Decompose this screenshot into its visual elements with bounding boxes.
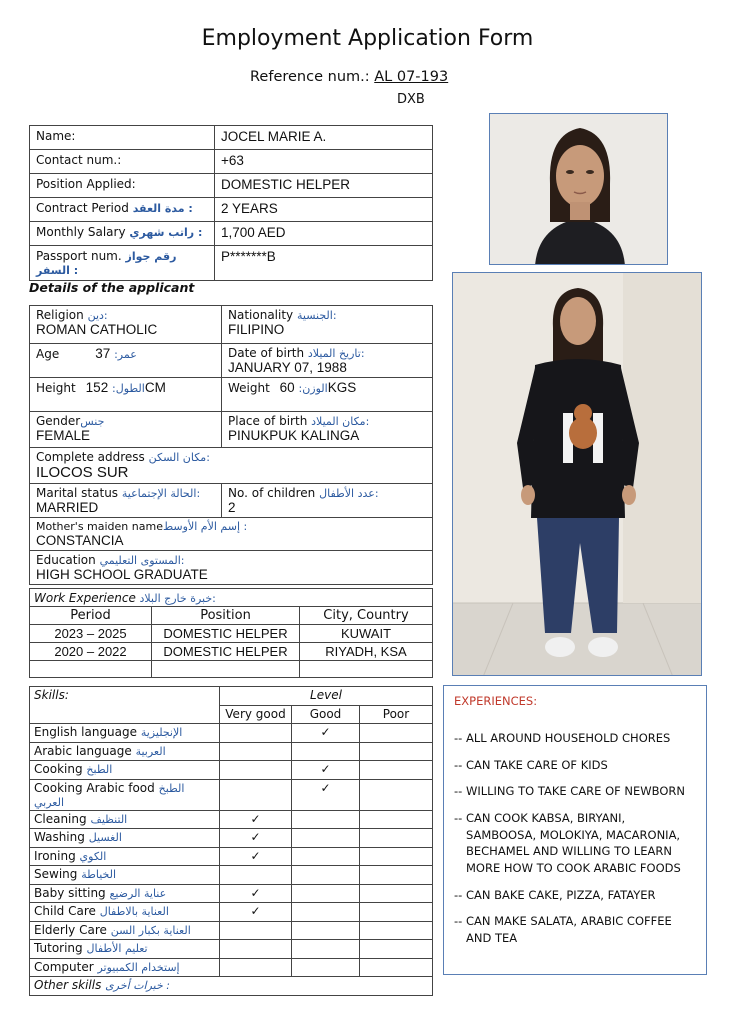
field-label: Monthly Salary bbox=[36, 225, 126, 239]
mother-arabic: إسم الأم الأوسط : bbox=[162, 520, 248, 533]
work-heading-cell bbox=[30, 589, 433, 607]
skill-level-cell bbox=[220, 958, 292, 977]
field-label: Contact num.: bbox=[36, 153, 122, 167]
portrait-image bbox=[490, 114, 668, 265]
skill-level-cell bbox=[360, 810, 433, 829]
personal-label bbox=[30, 222, 215, 246]
skill-name: Cooking Arabic food bbox=[34, 780, 155, 795]
table-row bbox=[30, 810, 433, 829]
check-icon: ✓ bbox=[250, 811, 261, 826]
check-icon: ✓ bbox=[320, 762, 331, 776]
height-cell bbox=[30, 378, 222, 412]
education-arabic: المستوى التعليمي: bbox=[99, 554, 185, 567]
check-icon: ✓ bbox=[250, 885, 261, 900]
skill-name-cell bbox=[30, 779, 220, 810]
personal-label bbox=[30, 246, 215, 281]
work-country: KUWAIT bbox=[300, 625, 433, 643]
experiences-title: EXPERIENCES: bbox=[454, 694, 538, 708]
skills-table bbox=[29, 686, 433, 996]
full-body-image bbox=[453, 273, 702, 676]
skill-level-cell bbox=[292, 884, 360, 903]
full-body-photo bbox=[452, 272, 702, 676]
mother-value: CONSTANCIA bbox=[36, 533, 124, 548]
skill-level-cell bbox=[292, 866, 360, 885]
personal-label bbox=[30, 150, 215, 174]
address-cell bbox=[30, 448, 433, 484]
work-position: DOMESTIC HELPER bbox=[152, 643, 300, 661]
table-row bbox=[30, 150, 433, 174]
mother-cell bbox=[30, 518, 433, 551]
skill-level-cell bbox=[220, 742, 292, 761]
skill-level-cell bbox=[360, 724, 433, 743]
skill-level-cell bbox=[292, 724, 360, 743]
table-row bbox=[30, 198, 433, 222]
skill-name: Washing bbox=[34, 830, 85, 844]
personal-value: P*******B bbox=[215, 246, 433, 281]
level-poor: Poor bbox=[360, 705, 433, 724]
table-row bbox=[30, 829, 433, 848]
skill-level-cell bbox=[220, 810, 292, 829]
skill-name-cell bbox=[30, 724, 220, 743]
age-value: 37 bbox=[95, 346, 111, 361]
skill-name-cell bbox=[30, 742, 220, 761]
other-skills bbox=[30, 977, 433, 996]
work-experience-table bbox=[29, 588, 433, 678]
work-col-country: City, Country bbox=[300, 607, 433, 625]
nationality-arabic: الجنسية: bbox=[296, 309, 337, 322]
skill-level-cell bbox=[360, 847, 433, 866]
weight-arabic: الوزن: bbox=[298, 382, 328, 395]
skill-arabic: العناية بكبار السن bbox=[110, 923, 191, 937]
table-row bbox=[30, 625, 433, 643]
table-row bbox=[30, 742, 433, 761]
table-row bbox=[30, 958, 433, 977]
check-icon: ✓ bbox=[250, 904, 261, 918]
table-row bbox=[30, 921, 433, 940]
personal-label bbox=[30, 126, 215, 150]
work-heading: Work Experience bbox=[34, 591, 136, 605]
table-row bbox=[30, 761, 433, 780]
height-label: Height bbox=[36, 381, 76, 395]
skill-name-cell bbox=[30, 958, 220, 977]
skill-arabic: الكوي bbox=[79, 849, 107, 863]
skill-arabic: الإنجليزية bbox=[140, 726, 183, 739]
pob-arabic: مكان الميلاد: bbox=[311, 415, 370, 428]
skill-level-cell bbox=[220, 903, 292, 922]
children-arabic: عدد الأطفال: bbox=[319, 487, 379, 500]
gender-value: FEMALE bbox=[36, 428, 91, 443]
check-icon: ✓ bbox=[250, 830, 261, 844]
skill-level-cell bbox=[220, 921, 292, 940]
table-row bbox=[30, 174, 433, 198]
marital-arabic: الحالة الإجتماعية: bbox=[121, 487, 201, 500]
education-value: HIGH SCHOOL GRADUATE bbox=[36, 567, 208, 582]
skill-level-cell bbox=[220, 779, 292, 810]
skill-level-cell bbox=[220, 829, 292, 848]
work-col-position: Position bbox=[152, 607, 300, 625]
marital-cell bbox=[30, 484, 222, 518]
table-row bbox=[30, 126, 433, 150]
age-cell bbox=[30, 344, 222, 378]
children-label: No. of children bbox=[228, 486, 316, 500]
skill-level-cell bbox=[360, 761, 433, 780]
personal-value: JOCEL MARIE A. bbox=[215, 126, 433, 150]
skill-level-cell bbox=[292, 847, 360, 866]
experiences-list bbox=[454, 730, 696, 947]
skill-name-cell bbox=[30, 940, 220, 959]
field-label: Name: bbox=[36, 129, 76, 143]
weight-value: 60KGS bbox=[279, 380, 357, 395]
other-skills-arabic: خبرات أخرى : bbox=[105, 979, 171, 992]
work-position: DOMESTIC HELPER bbox=[152, 625, 300, 643]
field-arabic: رقم جواز السفر : bbox=[36, 250, 177, 277]
applicant-details-table bbox=[29, 305, 433, 585]
skill-name: Arabic language bbox=[34, 743, 132, 758]
skill-level-cell bbox=[292, 810, 360, 829]
pob-cell bbox=[222, 412, 433, 448]
dob-label: Date of birth bbox=[228, 346, 305, 360]
list-item: -- CAN COOK KABSA, BIRYANI, SAMBOOSA, MOLOKIYA, MACARONIA, BECHAMEL AND WILLING TO LEARN MORE HOW TO COOK ARABIC FOODS bbox=[454, 811, 681, 876]
personal-value: +63 bbox=[215, 150, 433, 174]
level-very-good: Very good bbox=[220, 705, 292, 724]
personal-value: DOMESTIC HELPER bbox=[215, 174, 433, 198]
location-code: DXB bbox=[397, 92, 425, 107]
skill-name: Sewing bbox=[34, 867, 78, 881]
skill-level-cell bbox=[292, 958, 360, 977]
skill-name: Cleaning bbox=[34, 811, 87, 826]
skill-level-cell bbox=[360, 866, 433, 885]
skill-level-cell bbox=[292, 761, 360, 780]
field-label: Position Applied: bbox=[36, 177, 136, 191]
skill-name: Cooking bbox=[34, 762, 83, 776]
work-heading-arabic: خبرة خارج البلاد: bbox=[139, 592, 216, 605]
skill-name-cell bbox=[30, 866, 220, 885]
ref-label: Reference num.: bbox=[250, 69, 370, 85]
skill-level-cell bbox=[292, 921, 360, 940]
skill-level-cell bbox=[292, 829, 360, 848]
list-item: -- ALL AROUND HOUSEHOLD CHORES bbox=[454, 731, 671, 745]
dob-cell bbox=[222, 344, 433, 378]
children-cell bbox=[222, 484, 433, 518]
reference-number bbox=[250, 69, 448, 85]
skill-name: Child Care bbox=[34, 904, 96, 918]
personal-value: 1,700 AED bbox=[215, 222, 433, 246]
list-item: -- CAN MAKE SALATA, ARABIC COFFEE AND TEA bbox=[454, 914, 672, 946]
religion-value: ROMAN CATHOLIC bbox=[36, 322, 158, 337]
dob-value: JANUARY 07, 1988 bbox=[228, 360, 347, 375]
check-icon: ✓ bbox=[250, 848, 261, 863]
table-row bbox=[30, 847, 433, 866]
skill-name: English language bbox=[34, 725, 138, 739]
skill-name-cell bbox=[30, 921, 220, 940]
nationality-cell bbox=[222, 306, 433, 344]
skill-level-cell bbox=[360, 884, 433, 903]
skill-level-cell bbox=[360, 779, 433, 810]
skill-level-cell bbox=[360, 940, 433, 959]
table-row bbox=[30, 884, 433, 903]
marital-label: Marital status bbox=[36, 486, 119, 500]
table-row bbox=[30, 940, 433, 959]
skill-level-cell bbox=[292, 779, 360, 810]
field-arabic: راتب شهري : bbox=[129, 226, 203, 239]
religion-label: Religion bbox=[36, 308, 84, 322]
skill-level-cell bbox=[220, 724, 292, 743]
skill-name: Ironing bbox=[34, 848, 76, 863]
skill-level-cell bbox=[360, 903, 433, 922]
table-row bbox=[30, 246, 433, 281]
skill-name-cell bbox=[30, 761, 220, 780]
check-icon: ✓ bbox=[320, 725, 331, 739]
address-label: Complete address bbox=[36, 450, 145, 464]
field-arabic: مدة العقد : bbox=[132, 202, 193, 215]
skill-name: Tutoring bbox=[34, 941, 83, 955]
skill-level-cell bbox=[360, 829, 433, 848]
skill-name: Elderly Care bbox=[34, 922, 107, 937]
pob-label: Place of birth bbox=[228, 414, 308, 428]
skills-heading: Skills: bbox=[30, 687, 220, 724]
work-country: RIYADH, KSA bbox=[300, 643, 433, 661]
religion-cell bbox=[30, 306, 222, 344]
work-period: 2020 – 2022 bbox=[30, 643, 152, 661]
age-label: Age bbox=[36, 347, 60, 361]
skill-arabic: الغسيل bbox=[88, 831, 122, 844]
skill-name: Baby sitting bbox=[34, 885, 106, 900]
skill-arabic: إستخدام الكمبيوتر bbox=[97, 960, 180, 974]
skill-arabic: الخياطة bbox=[81, 868, 117, 881]
religion-arabic: دين: bbox=[87, 309, 108, 322]
ref-value: AL 07-193 bbox=[374, 69, 449, 85]
age-arabic: عمر: bbox=[114, 348, 137, 361]
table-row bbox=[30, 977, 433, 996]
field-label: Contract Period bbox=[36, 201, 129, 215]
skill-arabic: عناية الرضيع bbox=[109, 886, 167, 900]
skill-level-cell bbox=[360, 742, 433, 761]
skill-level-cell bbox=[220, 884, 292, 903]
gender-arabic: جنس bbox=[80, 415, 105, 428]
skill-name-cell bbox=[30, 884, 220, 903]
personal-info-table bbox=[29, 125, 433, 281]
other-skills-label: Other skills bbox=[34, 978, 102, 992]
portrait-photo bbox=[489, 113, 668, 265]
education-cell bbox=[30, 551, 433, 585]
experiences-box bbox=[443, 685, 707, 975]
personal-label bbox=[30, 198, 215, 222]
check-icon: ✓ bbox=[320, 780, 331, 795]
details-heading: Details of the applicant bbox=[29, 280, 195, 295]
skill-level-cell bbox=[220, 847, 292, 866]
children-value: 2 bbox=[228, 500, 236, 515]
level-heading: Level bbox=[220, 687, 433, 706]
field-label: Passport num. bbox=[36, 249, 122, 263]
table-row bbox=[30, 779, 433, 810]
address-value: ILOCOS SUR bbox=[36, 464, 129, 481]
skill-arabic: الطبخ bbox=[86, 763, 113, 776]
skill-arabic: الطبخ العربي bbox=[34, 781, 185, 809]
pob-value: PINUKPUK KALINGA bbox=[228, 428, 360, 443]
skill-level-cell bbox=[220, 866, 292, 885]
skill-level-cell bbox=[360, 921, 433, 940]
table-row bbox=[30, 222, 433, 246]
list-item: -- WILLING TO TAKE CARE OF NEWBORN bbox=[454, 784, 685, 799]
nationality-label: Nationality bbox=[228, 308, 294, 322]
skill-level-cell bbox=[360, 958, 433, 977]
table-row bbox=[30, 724, 433, 743]
form-title: Employment Application Form bbox=[201, 26, 534, 51]
skill-level-cell bbox=[292, 903, 360, 922]
skill-arabic: العناية بالاطفال bbox=[99, 905, 169, 918]
height-arabic: الطول: bbox=[112, 382, 145, 395]
list-item: -- CAN BAKE CAKE, PIZZA, FATAYER bbox=[454, 887, 656, 902]
level-good: Good bbox=[292, 705, 360, 724]
skill-level-cell bbox=[220, 761, 292, 780]
education-label: Education bbox=[36, 553, 96, 567]
table-row bbox=[30, 643, 433, 661]
skill-name-cell bbox=[30, 829, 220, 848]
skill-level-cell bbox=[292, 742, 360, 761]
skill-arabic: تعليم الأطفال bbox=[86, 942, 148, 955]
skill-level-cell bbox=[292, 940, 360, 959]
personal-value: 2 YEARS bbox=[215, 198, 433, 222]
table-row bbox=[30, 661, 433, 678]
skill-name: Computer bbox=[34, 959, 94, 974]
table-row bbox=[30, 866, 433, 885]
gender-label: Gender bbox=[36, 414, 81, 428]
marital-value: MARRIED bbox=[36, 500, 99, 515]
address-arabic: مكان السكن: bbox=[148, 451, 210, 464]
skill-level-cell bbox=[220, 940, 292, 959]
weight-cell bbox=[222, 378, 433, 412]
gender-cell bbox=[30, 412, 222, 448]
mother-label: Mother's maiden name bbox=[36, 520, 163, 533]
personal-label bbox=[30, 174, 215, 198]
skill-arabic: التنظيف bbox=[90, 812, 128, 826]
table-row bbox=[30, 903, 433, 922]
skill-arabic: العربية bbox=[135, 744, 166, 758]
skill-name-cell bbox=[30, 903, 220, 922]
skill-name-cell bbox=[30, 847, 220, 866]
list-item: -- CAN TAKE CARE OF KIDS bbox=[454, 757, 608, 772]
work-period: 2023 – 2025 bbox=[30, 625, 152, 643]
skill-name-cell bbox=[30, 810, 220, 829]
dob-arabic: تاريخ الميلاد: bbox=[307, 347, 365, 360]
nationality-value: FILIPINO bbox=[228, 322, 285, 337]
weight-label: Weight bbox=[228, 381, 270, 395]
work-col-period: Period bbox=[30, 607, 152, 625]
height-value: 152CM bbox=[85, 380, 166, 395]
